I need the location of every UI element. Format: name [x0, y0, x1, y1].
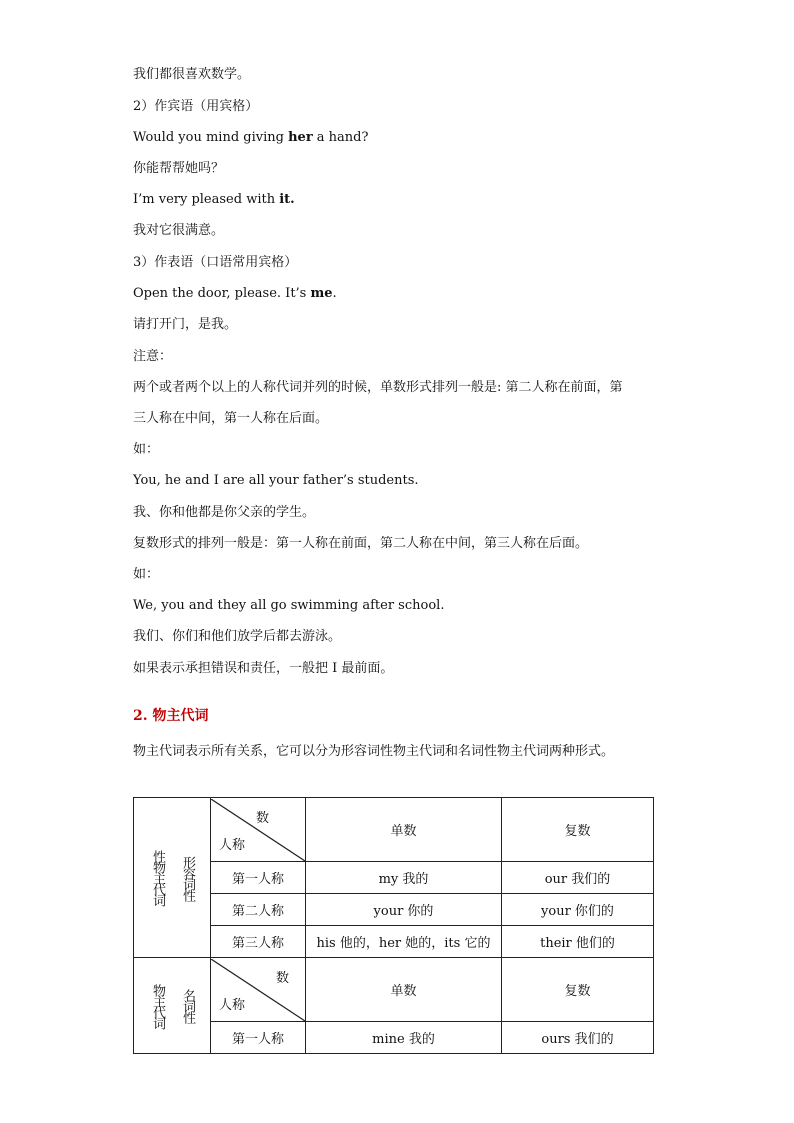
text-line: 2）作宾语（用宾格）	[133, 99, 259, 114]
text-line: 如果表示承担错误和责任，一般把 I 最前面。	[133, 661, 394, 676]
table-row	[134, 926, 654, 958]
col-singular-header: 单数	[306, 958, 502, 1022]
group-inner-label: 名词性	[180, 989, 195, 1022]
text-line: 如：	[133, 442, 160, 457]
example-sentence: We, you and they all go swimming after school.	[133, 598, 445, 613]
person-cell: 第一人称	[211, 1022, 306, 1054]
example-sentence: You, he and I are all your father’s students.	[133, 473, 419, 488]
table-row	[134, 894, 654, 926]
header-number: 数	[255, 810, 269, 826]
text-line: 注意：	[133, 349, 173, 364]
section-intro: 物主代词表示所有关系，它可以分为形容词性物主代词和名词性物主代词两种形式。	[133, 744, 615, 759]
text-line: 复数形式的排列一般是：第一人称在前面，第二人称在中间，第三人称在后面。	[133, 536, 589, 551]
group-inner-label: 形容词性	[180, 855, 195, 900]
group-outer-label: 物主代词	[150, 983, 165, 1028]
text-line: 请打开门，是我。	[133, 317, 238, 332]
col-plural-header: 复数	[502, 798, 654, 862]
header-person: 人称	[219, 837, 246, 853]
singular-cell: your 你的	[306, 894, 502, 926]
text-line: 如：	[133, 567, 160, 582]
adjective-group-label	[134, 798, 211, 958]
plural-cell: your 你们的	[502, 894, 654, 926]
example-sentence: I’m very pleased with it.	[133, 192, 295, 207]
header-number: 数	[275, 970, 289, 986]
table-row	[134, 1022, 654, 1054]
person-cell: 第二人称	[211, 894, 306, 926]
singular-cell: mine 我的	[306, 1022, 502, 1054]
text-line: 你能帮帮她吗？	[133, 161, 225, 176]
plural-cell: their 他们的	[502, 926, 654, 958]
table-row	[134, 862, 654, 894]
text-line: 两个或者两个以上的人称代词并列的时候，单数形式排列一般是: 第二人称在前面，第	[133, 380, 623, 395]
text-line: 我、你和他都是你父亲的学生。	[133, 505, 316, 520]
col-singular-header: 单数	[306, 798, 502, 862]
noun-group-label	[134, 958, 211, 1054]
example-sentence: Open the door, please. It’s me.	[133, 286, 337, 301]
text-line: 我们都很喜欢数学。	[133, 67, 251, 82]
plural-cell: ours 我们的	[502, 1022, 654, 1054]
person-cell: 第一人称	[211, 862, 306, 894]
header-person: 人称	[219, 997, 246, 1013]
diagonal-header	[211, 958, 306, 1022]
text-line: 三人称在中间，第一人称在后面。	[133, 411, 329, 426]
col-plural-header: 复数	[502, 958, 654, 1022]
text-line: 3）作表语（口语常用宾格）	[133, 255, 298, 270]
group-outer-label: 性物主代词	[150, 850, 165, 905]
text-line: 我对它很满意。	[133, 223, 225, 238]
person-cell: 第三人称	[211, 926, 306, 958]
singular-cell: my 我的	[306, 862, 502, 894]
plural-cell: our 我们的	[502, 862, 654, 894]
example-sentence: Would you mind giving her a hand?	[133, 130, 369, 145]
text-line: 我们、你们和他们放学后都去游泳。	[133, 629, 342, 644]
diagonal-header	[211, 798, 306, 862]
section-heading: 2. 物主代词	[133, 708, 209, 724]
possessive-pronoun-table	[133, 797, 654, 1054]
singular-cell: his 他的，her 她的，its 它的	[306, 926, 502, 958]
